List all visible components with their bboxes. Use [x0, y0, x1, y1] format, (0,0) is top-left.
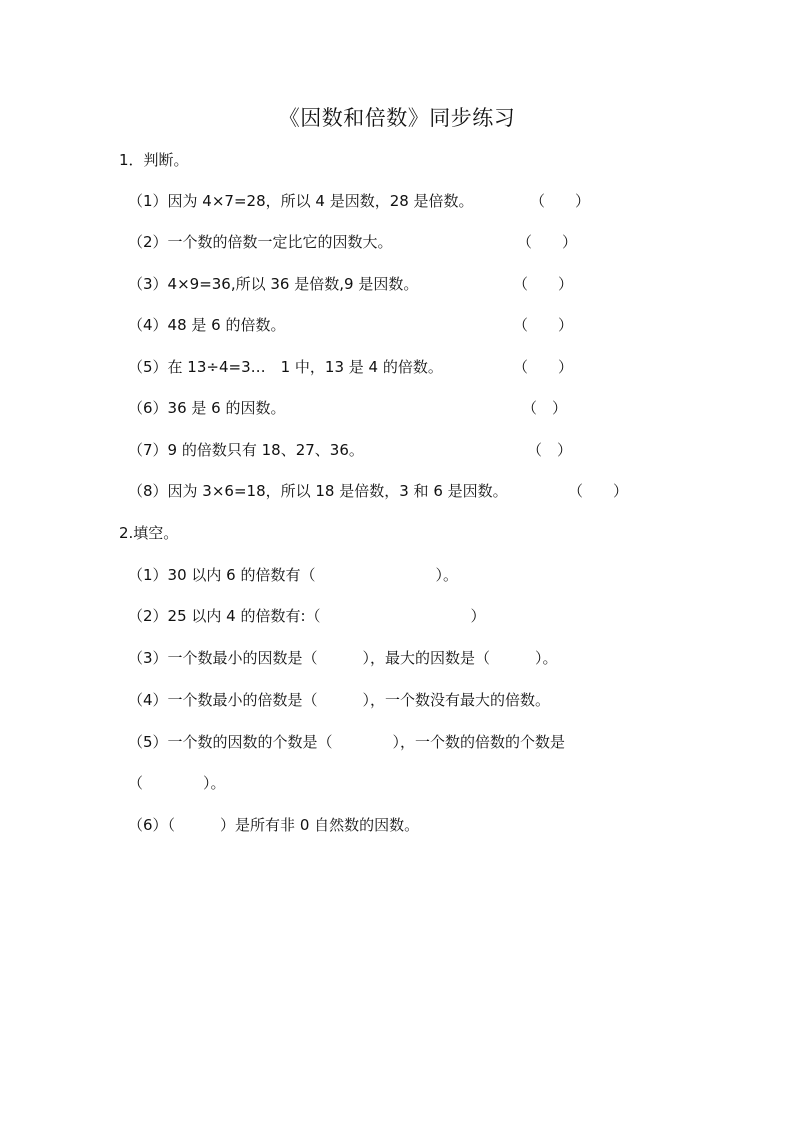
judgement-question-6: （6）36 是 6 的因数。 [128, 399, 286, 417]
fill-question-3: （3）一个数最小的因数是（ ），最大的因数是（ ）。 [128, 649, 558, 667]
judgement-answer-blank-1[interactable]: （ ） [530, 192, 591, 210]
judgement-question-4: （4）48 是 6 的倍数。 [128, 316, 286, 334]
page-title: 《因数和倍数》同步练习 [278, 106, 516, 130]
judgement-question-1: （1）因为 4×7=28，所以 4 是因数，28 是倍数。 [128, 192, 474, 210]
judgement-question-8: （8）因为 3×6=18，所以 18 是倍数，3 和 6 是因数。 [128, 482, 508, 500]
fill-question-5-continued: （ ）。 [128, 774, 226, 792]
judgement-question-3: （3）4×9=36,所以 36 是倍数,9 是因数。 [128, 275, 419, 293]
judgement-question-2: （2）一个数的倍数一定比它的因数大。 [128, 233, 393, 251]
fill-question-1: （1）30 以内 6 的倍数有（ ）。 [128, 566, 458, 584]
judgement-answer-blank-6[interactable]: （ ） [522, 399, 568, 417]
judgement-question-7: （7）9 的倍数只有 18、27、36。 [128, 441, 364, 459]
fill-question-4: （4）一个数最小的倍数是（ ），一个数没有最大的倍数。 [128, 691, 551, 709]
fill-question-5: （5）一个数的因数的个数是（ ），一个数的倍数的个数是 [128, 733, 566, 751]
section-heading-judgement: 1．判断。 [119, 151, 189, 169]
judgement-answer-blank-5[interactable]: （ ） [513, 358, 574, 376]
judgement-answer-blank-7[interactable]: （ ） [527, 441, 573, 459]
judgement-answer-blank-8[interactable]: （ ） [568, 482, 629, 500]
judgement-answer-blank-3[interactable]: （ ） [513, 275, 574, 293]
section-heading-fill-in: 2.填空。 [119, 524, 179, 542]
judgement-answer-blank-4[interactable]: （ ） [513, 316, 574, 334]
judgement-question-5: （5）在 13÷4=3… 1 中，13 是 4 的倍数。 [128, 358, 443, 376]
fill-question-2: （2）25 以内 4 的倍数有:（ ） [128, 607, 486, 625]
fill-question-6: （6）（ ）是所有非 0 自然数的因数。 [128, 816, 420, 834]
judgement-answer-blank-2[interactable]: （ ） [517, 233, 578, 251]
